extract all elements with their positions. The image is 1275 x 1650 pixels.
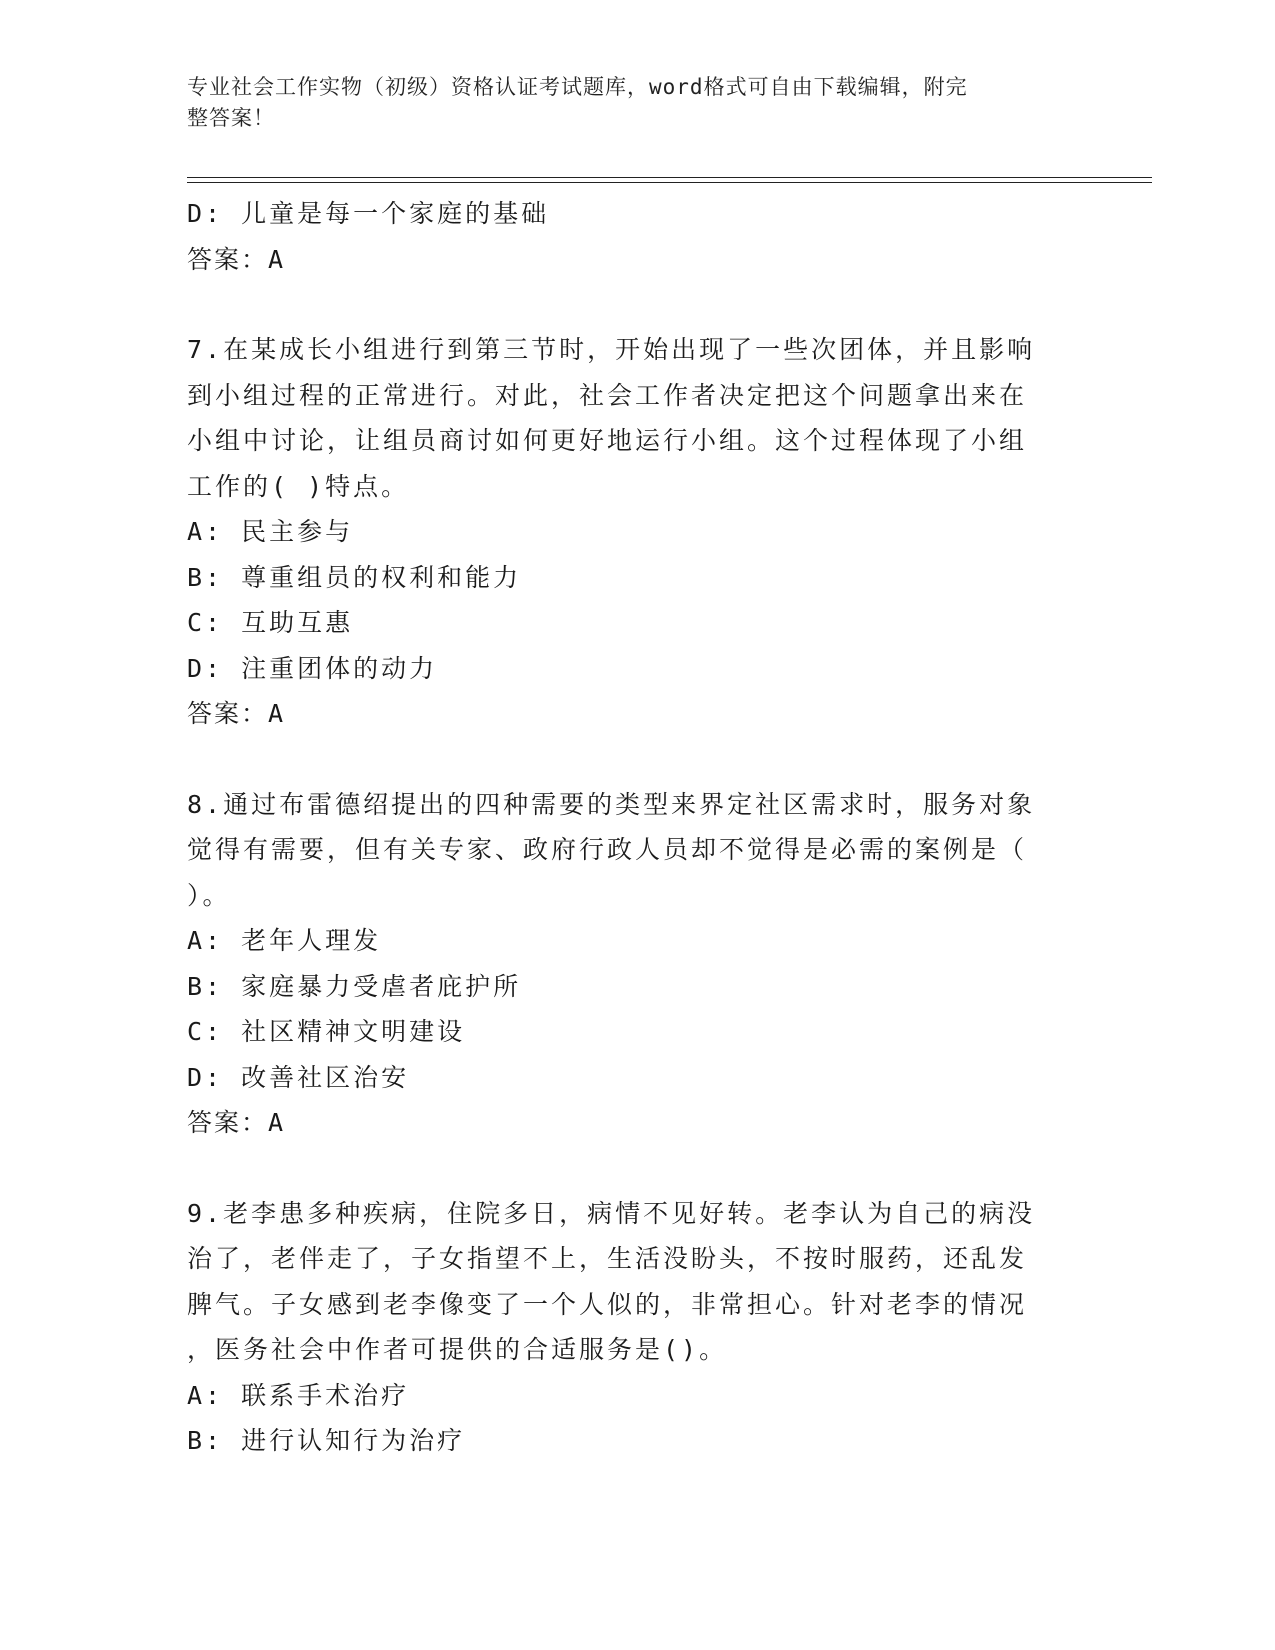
question-9 <box>187 1191 1057 1464</box>
question-text-line: 工作的( )特点。 <box>187 471 410 501</box>
question-text-line: 觉得有需要，但有关专家、政府行政人员却不觉得是必需的案例是（ <box>187 835 1028 864</box>
option-d: D: 儿童是每一个家庭的基础 <box>187 199 550 228</box>
option-b: B: 尊重组员的权利和能力 <box>187 562 522 592</box>
question-text-line: ，医务社会中作者可提供的合适服务是()。 <box>187 1335 728 1364</box>
header-line-1: 专业社会工作实物（初级）资格认证考试题库，word格式可自由下载编辑，附完 <box>187 75 968 99</box>
answer-line: 答案：A <box>187 244 286 274</box>
question-text-line: 脾气。子女感到老李像变了一个人似的，非常担心。针对老李的情况 <box>187 1289 1028 1319</box>
question-text-line: ）。 <box>187 880 231 910</box>
question-7 <box>187 327 1057 737</box>
question-text-line: 治了，老伴走了，子女指望不上，生活没盼头，不按时服药，还乱发 <box>187 1244 1028 1273</box>
spacer <box>187 282 1057 327</box>
option-c: C: 社区精神文明建设 <box>187 1017 466 1046</box>
answer-line: 答案：A <box>187 1108 286 1137</box>
spacer <box>187 737 1057 782</box>
option-b: B: 进行认知行为治疗 <box>187 1426 466 1455</box>
option-a: A: 老年人理发 <box>187 926 382 955</box>
question-text-line: 到小组过程的正常进行。对此，社会工作者决定把这个问题拿出来在 <box>187 380 1028 410</box>
document-header <box>187 72 1067 134</box>
question-text-line: 9.老李患多种疾病，住院多日，病情不见好转。老李认为自己的病没 <box>187 1198 1036 1228</box>
header-rule-bottom <box>187 182 1152 183</box>
document-body <box>187 191 1057 1464</box>
spacer <box>187 1146 1057 1191</box>
question-text-line: 8.通过布雷德绍提出的四种需要的类型来界定社区需求时，服务对象 <box>187 789 1036 819</box>
option-a: A: 民主参与 <box>187 517 354 546</box>
question-text-line: 7.在某成长小组进行到第三节时，开始出现了一些次团体，并且影响 <box>187 335 1036 364</box>
option-a: A: 联系手术治疗 <box>187 1380 410 1410</box>
option-c: C: 互助互惠 <box>187 608 354 637</box>
question-text-line: 小组中讨论，让组员商讨如何更好地运行小组。这个过程体现了小组 <box>187 426 1028 455</box>
header-rule-top <box>187 177 1152 178</box>
header-line-2: 整答案！ <box>187 106 275 130</box>
question-8 <box>187 782 1057 1146</box>
option-d: D: 注重团体的动力 <box>187 653 438 683</box>
answer-line: 答案：A <box>187 699 286 728</box>
option-d: D: 改善社区治安 <box>187 1062 410 1092</box>
option-b: B: 家庭暴力受虐者庇护所 <box>187 971 522 1001</box>
